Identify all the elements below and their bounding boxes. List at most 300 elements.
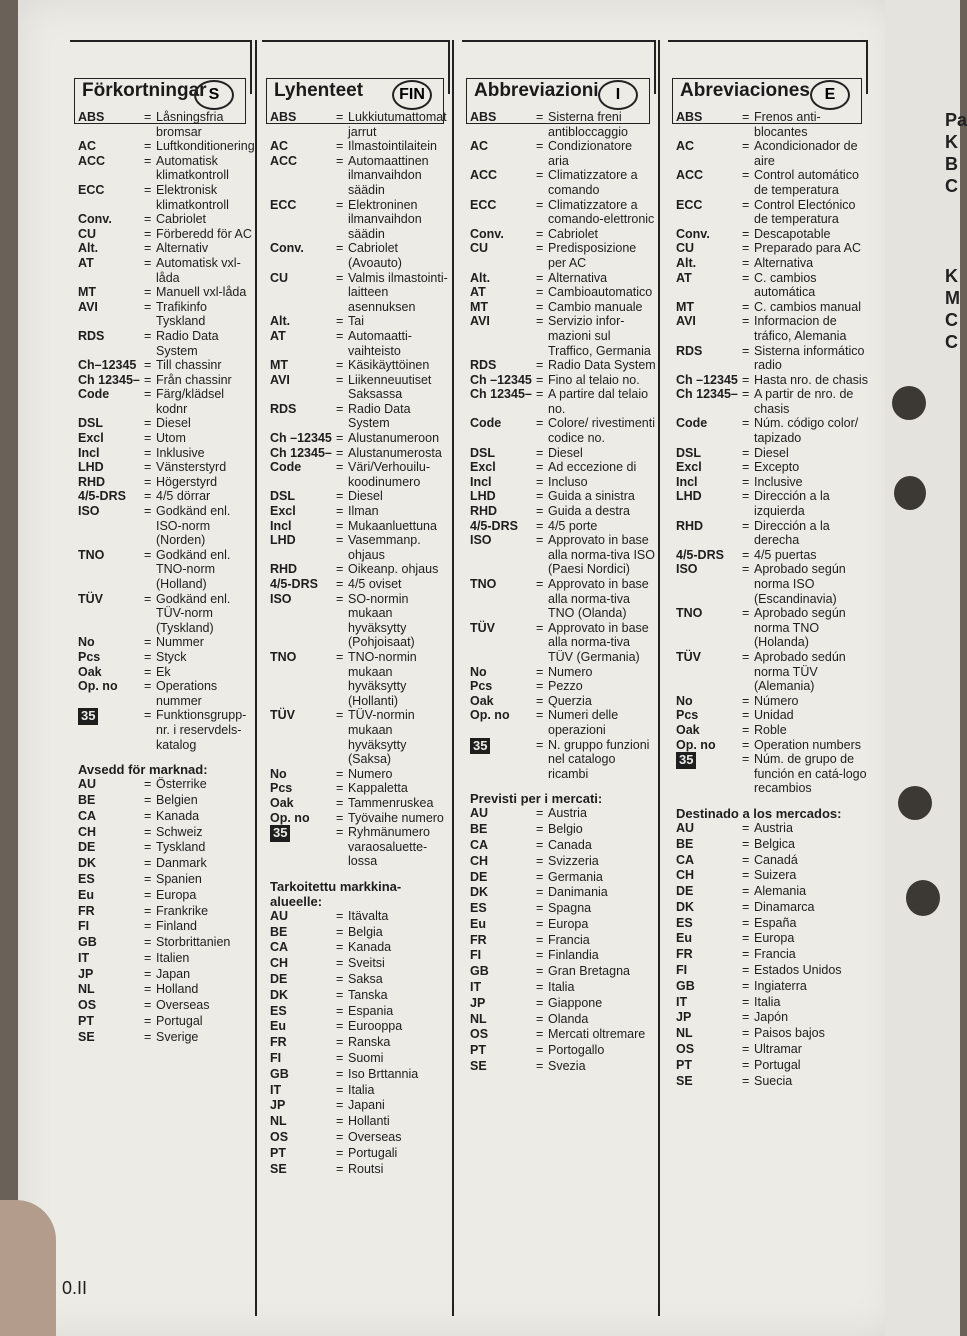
abbrev-meaning: Cabriolet: [548, 226, 599, 241]
market-name: Italia: [348, 1082, 375, 1097]
market-code: CA: [470, 837, 489, 852]
market-name: Portugal: [754, 1057, 801, 1072]
equals-sign: =: [144, 591, 152, 606]
abbrev-row: [676, 650, 868, 694]
market-code: IT: [78, 950, 90, 965]
abbrev-meaning: SO-normin mukaan hyväksytty (Pohjoisaat): [348, 591, 415, 650]
abbrev-code: No: [676, 693, 693, 708]
abbrev-code: Pcs: [78, 649, 101, 664]
equals-sign: =: [536, 869, 544, 884]
abbrev-row: [470, 738, 656, 782]
abbrev-row: [676, 519, 868, 548]
abbrev-code: Oak: [78, 664, 102, 679]
equals-sign: =: [742, 931, 750, 946]
abbrev-code: ISO: [270, 591, 292, 606]
abbrev-row: [78, 300, 252, 329]
market-code: AU: [470, 806, 489, 821]
abbrev-row: [676, 227, 868, 242]
abbrev-code: AT: [676, 270, 692, 285]
abbrev-meaning: Número: [754, 693, 799, 708]
market-row: [78, 809, 252, 825]
market-row: [270, 1035, 450, 1051]
abbrev-code: TNO: [78, 547, 105, 562]
abbrev-row: [78, 679, 252, 708]
abbrev-meaning: Nummer: [156, 635, 204, 650]
abbrev-meaning: Työvaihe numero: [348, 810, 444, 825]
abbrev-row: [78, 183, 252, 212]
market-row: [676, 868, 868, 884]
abbrev-code: Pcs: [676, 708, 699, 723]
abbrev-row: [78, 387, 252, 416]
abbrev-code: Op. no: [78, 679, 118, 694]
market-code: Eu: [676, 931, 692, 946]
binder-hole: [906, 880, 940, 916]
equals-sign: =: [336, 810, 344, 825]
market-name: Portugali: [348, 1145, 398, 1160]
abbrev-row: [676, 723, 868, 738]
abbrev-row: [676, 168, 868, 197]
market-code: CA: [270, 940, 289, 955]
market-row: [470, 964, 656, 980]
abbrev-row: [78, 548, 252, 592]
abbrev-code: AVI: [470, 314, 490, 329]
equals-sign: =: [536, 489, 544, 504]
equals-sign: =: [144, 792, 152, 807]
equals-sign: =: [336, 1098, 344, 1113]
equals-sign: =: [336, 577, 344, 591]
abbrev-meaning: Tai: [348, 314, 364, 329]
abbrev-code: RHD: [470, 504, 498, 519]
equals-sign: =: [536, 948, 544, 963]
equals-sign: =: [536, 387, 544, 402]
market-code: DE: [270, 972, 288, 987]
abbrev-meaning: Cambioautomatico: [548, 285, 653, 300]
column-divider: [658, 40, 660, 1316]
abbrev-meaning: Inclusive: [754, 474, 803, 489]
market-code: DE: [676, 884, 694, 899]
abbrev-row: [270, 431, 450, 446]
market-name: Österrike: [156, 777, 207, 792]
abbrev-meaning: Predisposizione per AC: [548, 241, 637, 270]
equals-sign: =: [336, 1145, 344, 1160]
abbrev-code: Code: [470, 416, 502, 431]
market-name: Estados Unidos: [754, 963, 842, 978]
abbrev-meaning: Alternativa: [754, 255, 814, 270]
abbrev-meaning: Tammenruskea: [348, 795, 434, 810]
market-code: OS: [470, 1027, 489, 1042]
abbrev-meaning: Ilmastointilaitein: [348, 139, 437, 154]
equals-sign: =: [742, 1010, 750, 1025]
equals-sign: =: [742, 518, 750, 533]
abbrev-row: [270, 811, 450, 826]
markets-heading: Tarkoitettu markkina-alueelle:: [270, 878, 402, 909]
abbrev-code: TÜV: [676, 649, 701, 664]
equals-sign: =: [336, 708, 344, 723]
abbrev-row: [270, 519, 450, 534]
market-row: [78, 777, 252, 793]
abbrev-code: Alt.: [470, 270, 491, 285]
abbrev-code: CU: [470, 241, 489, 256]
market-name: Austria: [754, 820, 793, 835]
equals-sign: =: [536, 241, 544, 256]
market-row: [270, 1067, 450, 1083]
equals-sign: =: [336, 940, 344, 955]
market-name: Canadá: [754, 852, 798, 867]
equals-sign: =: [144, 919, 152, 934]
equals-sign: =: [336, 358, 344, 373]
market-row: [78, 951, 252, 967]
edge-letter: M: [945, 288, 960, 308]
market-code: IT: [470, 980, 482, 995]
equals-sign: =: [742, 314, 750, 329]
abbrev-row: [676, 548, 868, 563]
market-name: Japani: [348, 1098, 385, 1113]
market-name: Dinamarca: [754, 899, 815, 914]
abbrev-code: No: [270, 766, 287, 781]
equals-sign: =: [336, 431, 344, 446]
abbrev-meaning: Vasemmanp. ohjaus: [348, 533, 421, 562]
abbrev-meaning: 4/5 oviset: [348, 577, 402, 591]
market-row: [270, 1051, 450, 1067]
abbrev-meaning: Käsikäyttöinen: [348, 358, 430, 373]
abbrev-meaning: Numeri delle operazioni: [548, 708, 619, 737]
market-name: Svizzeria: [548, 853, 599, 868]
abbrev-meaning: Aprobado sedún norma TÜV (Alemania): [754, 649, 846, 694]
equals-sign: =: [144, 547, 152, 562]
market-row: [78, 840, 252, 856]
abbrev-code: Code: [676, 416, 708, 431]
equals-sign: =: [336, 591, 344, 606]
abbrev-row: [78, 373, 252, 388]
equals-sign: =: [144, 777, 152, 792]
market-name: Mercati oltremare: [548, 1027, 646, 1042]
equals-sign: =: [336, 139, 344, 154]
abbrev-row: [270, 154, 450, 198]
market-row: [470, 822, 656, 838]
market-name: Espania: [348, 1003, 394, 1018]
abbrev-row: [676, 475, 868, 490]
market-code: Eu: [270, 1019, 286, 1034]
abbrev-row: [270, 271, 450, 315]
abbrev-meaning: Approvato in base alla norma-tiva ISO (Paesi Nordici): [548, 533, 655, 577]
market-row: [676, 963, 868, 979]
market-name: Iso Brttannia: [348, 1066, 419, 1081]
equals-sign: =: [536, 837, 544, 852]
market-name: Germania: [548, 869, 603, 884]
abbrev-row: [270, 650, 450, 708]
market-name: Italia: [548, 980, 575, 995]
market-row: [270, 1114, 450, 1130]
abbrev-meaning: Inklusive: [156, 445, 205, 460]
abbrev-row: [676, 314, 868, 343]
equals-sign: =: [536, 980, 544, 995]
abbrev-code: AC: [78, 139, 97, 154]
equals-sign: =: [742, 915, 750, 930]
equals-sign: =: [536, 885, 544, 900]
market-row: [676, 1058, 868, 1074]
market-code: NL: [676, 1026, 693, 1041]
abbrev-code: DSL: [270, 489, 295, 504]
abbrev-code: Oak: [270, 795, 294, 810]
market-row: [270, 1019, 450, 1035]
abbrev-meaning: Sisterna freni antibloccaggio: [548, 110, 628, 139]
equals-sign: =: [742, 963, 750, 978]
market-code: GB: [270, 1066, 289, 1081]
market-name: Overseas: [156, 998, 210, 1013]
abbrev-row: [78, 431, 252, 446]
market-code: SE: [270, 1161, 287, 1176]
equals-sign: =: [536, 445, 544, 460]
abbrev-code: ABS: [470, 110, 497, 124]
abbrev-row: [78, 665, 252, 680]
market-code: AU: [676, 820, 695, 835]
abbrev-code: Conv.: [470, 226, 504, 241]
abbrev-code: [676, 752, 742, 796]
markets-heading: Previsti per i mercati:: [470, 791, 603, 807]
market-row: [270, 1162, 450, 1178]
abbrev-code: Conv.: [270, 241, 304, 256]
abbrev-meaning: Radio Data System: [348, 401, 411, 431]
abbrev-row: [78, 475, 252, 490]
equals-sign: =: [144, 950, 152, 965]
market-name: Sverige: [156, 1029, 199, 1044]
abbrev-row: [78, 460, 252, 475]
abbrev-meaning: A partire dal telaio no.: [548, 387, 649, 416]
abbrev-code: RHD: [78, 474, 106, 489]
abbrev-row: [470, 110, 656, 139]
equals-sign: =: [144, 153, 152, 168]
abbrev-row: [78, 650, 252, 665]
equals-sign: =: [336, 649, 344, 664]
abbrev-code: Pcs: [470, 679, 493, 694]
abbrev-row: [78, 592, 252, 636]
abbrev-code: AC: [470, 139, 489, 154]
abbrev-code: AVI: [676, 314, 696, 329]
market-name: Italia: [754, 994, 781, 1009]
abbrev-list: [470, 110, 656, 1075]
market-name: Giappone: [548, 995, 603, 1010]
equals-sign: =: [536, 1059, 544, 1074]
equals-sign: =: [536, 693, 544, 708]
equals-sign: =: [536, 518, 544, 533]
market-code: CH: [676, 868, 695, 883]
abbrev-meaning: Descapotable: [754, 226, 831, 241]
market-code: BE: [270, 924, 288, 939]
equals-sign: =: [536, 932, 544, 947]
abbrev-code: Excl: [676, 460, 702, 475]
thumb: [0, 1200, 56, 1336]
equals-sign: =: [336, 956, 344, 971]
market-row: [676, 900, 868, 916]
market-code: DK: [78, 856, 97, 871]
market-row: [78, 982, 252, 998]
abbrev-meaning: Liikenneuutiset Saksassa: [348, 372, 432, 402]
equals-sign: =: [742, 372, 750, 387]
abbrev-code: Incl: [470, 474, 492, 489]
equals-sign: =: [144, 664, 152, 679]
abbrev-row: [270, 314, 450, 329]
column-divider: [255, 40, 257, 1316]
abbrev-meaning: Luftkonditionering: [156, 139, 255, 154]
market-code: FI: [270, 1051, 282, 1066]
equals-sign: =: [336, 1066, 344, 1081]
abbrev-meaning: Numero: [548, 664, 593, 679]
abbrev-row: [270, 577, 450, 592]
abbrev-list: [270, 110, 450, 1177]
market-row: [78, 919, 252, 935]
market-code: NL: [270, 1114, 287, 1129]
equals-sign: =: [336, 1051, 344, 1066]
abbrev-row: [270, 767, 450, 782]
abbrev-code: ECC: [270, 197, 297, 212]
abbrev-row: [78, 227, 252, 242]
equals-sign: =: [742, 868, 750, 883]
abbrev-row: [470, 708, 656, 737]
market-row: [470, 1059, 656, 1075]
market-name: Suomi: [348, 1051, 384, 1066]
edge-letter: K: [945, 266, 958, 286]
market-row: [676, 916, 868, 932]
equals-sign: =: [336, 445, 344, 460]
abbrev-code: ECC: [676, 197, 703, 212]
abbrev-meaning: Färg/klädsel kodnr: [156, 387, 225, 416]
abbrev-meaning: C. cambios manual: [754, 299, 861, 314]
abbrev-row: [78, 416, 252, 431]
market-row: [78, 904, 252, 920]
equals-sign: =: [336, 518, 344, 533]
abbrev-meaning: Från chassinr: [156, 372, 232, 387]
equals-sign: =: [536, 314, 544, 329]
market-name: Ranska: [348, 1035, 391, 1050]
function-group-badge: 35: [470, 738, 490, 755]
market-name: Tyskland: [156, 840, 206, 855]
equals-sign: =: [742, 241, 750, 256]
language-badge: FIN: [392, 80, 432, 110]
equals-sign: =: [742, 899, 750, 914]
equals-sign: =: [144, 966, 152, 981]
abbrev-code: ECC: [78, 182, 105, 197]
equals-sign: =: [536, 533, 544, 548]
binder-hole: [892, 386, 926, 420]
market-code: IT: [270, 1082, 282, 1097]
equals-sign: =: [742, 168, 750, 183]
abbrev-row: [470, 373, 656, 388]
abbrev-meaning: Guida a destra: [548, 504, 630, 519]
equals-sign: =: [144, 387, 152, 402]
market-row: [470, 806, 656, 822]
abbrev-column: [668, 40, 868, 1088]
equals-sign: =: [144, 299, 152, 314]
abbrev-code: ACC: [676, 168, 704, 183]
equals-sign: =: [536, 197, 544, 212]
equals-sign: =: [536, 270, 544, 285]
equals-sign: =: [336, 987, 344, 1002]
equals-sign: =: [144, 998, 152, 1013]
abbrev-row: [270, 708, 450, 766]
abbrev-meaning: Diesel: [348, 489, 383, 504]
market-row: [78, 872, 252, 888]
market-name: Italien: [156, 950, 190, 965]
market-row: [270, 1130, 450, 1146]
abbrev-row: [270, 446, 450, 461]
abbrev-row: [470, 475, 656, 490]
equals-sign: =: [336, 1161, 344, 1176]
equals-sign: =: [144, 139, 152, 154]
market-name: Suizera: [754, 868, 797, 883]
market-name: Storbrittanien: [156, 935, 231, 950]
abbrev-row: [470, 489, 656, 504]
abbrev-code: Op. no: [470, 708, 510, 723]
abbrev-meaning: Aprobado según norma TNO (Holanda): [754, 606, 846, 650]
abbrev-code: LHD: [78, 460, 104, 475]
abbrev-code: RDS: [676, 343, 703, 358]
equals-sign: =: [144, 871, 152, 886]
abbrev-meaning: Hasta nro. de chasis: [754, 372, 868, 387]
abbrev-row: [78, 358, 252, 373]
equals-sign: =: [742, 255, 750, 270]
abbrev-code: Excl: [270, 504, 296, 519]
market-code: OS: [676, 1042, 695, 1057]
market-row: [470, 870, 656, 886]
function-group-badge: 35: [676, 752, 696, 769]
equals-sign: =: [536, 299, 544, 314]
abbrev-code: Ch 12345–: [676, 387, 738, 402]
abbrev-meaning: Ryhmänumero varaosaluette-lossa: [348, 825, 430, 869]
market-row: [676, 979, 868, 995]
equals-sign: =: [536, 620, 544, 635]
abbrev-meaning: Godkänd enl. TNO-norm (Holland): [156, 547, 231, 591]
abbrev-meaning: Ilman: [348, 504, 379, 519]
equals-sign: =: [742, 947, 750, 962]
equals-sign: =: [536, 737, 544, 752]
equals-sign: =: [144, 255, 152, 270]
market-row: [470, 838, 656, 854]
abbrev-code: ISO: [78, 504, 100, 519]
equals-sign: =: [536, 504, 544, 519]
abbrev-meaning: Automaatti-vaihteisto: [348, 328, 412, 358]
equals-sign: =: [336, 1082, 344, 1097]
market-code: OS: [78, 998, 97, 1013]
column-divider: [452, 40, 454, 1316]
abbrev-meaning: Oikeanp. ohjaus: [348, 562, 439, 577]
abbrev-meaning: Styck: [156, 649, 187, 664]
binder-hole: [894, 476, 926, 510]
abbrev-row: [676, 562, 868, 606]
equals-sign: =: [336, 1003, 344, 1018]
abbrev-meaning: Frenos anti-blocantes: [754, 110, 821, 139]
equals-sign: =: [536, 372, 544, 387]
abbrev-code: 4/5-DRS: [270, 577, 318, 591]
equals-sign: =: [536, 1027, 544, 1042]
abbrev-row: [270, 533, 450, 562]
market-row: [470, 917, 656, 933]
market-name: Alemania: [754, 884, 807, 899]
equals-sign: =: [144, 1014, 152, 1029]
market-code: NL: [470, 1011, 487, 1026]
market-code: IT: [676, 994, 688, 1009]
abbrev-meaning: Mukaanluettuna: [348, 518, 437, 533]
market-row: [676, 1010, 868, 1026]
market-row: [470, 1027, 656, 1043]
abbrev-code: DSL: [470, 445, 495, 460]
market-row: [78, 825, 252, 841]
market-row: [78, 998, 252, 1014]
market-code: CH: [270, 956, 289, 971]
abbrev-row: [78, 635, 252, 650]
edge-letter: C: [945, 176, 958, 196]
market-code: SE: [470, 1059, 487, 1074]
abbrev-meaning: Preparado para AC: [754, 241, 862, 256]
